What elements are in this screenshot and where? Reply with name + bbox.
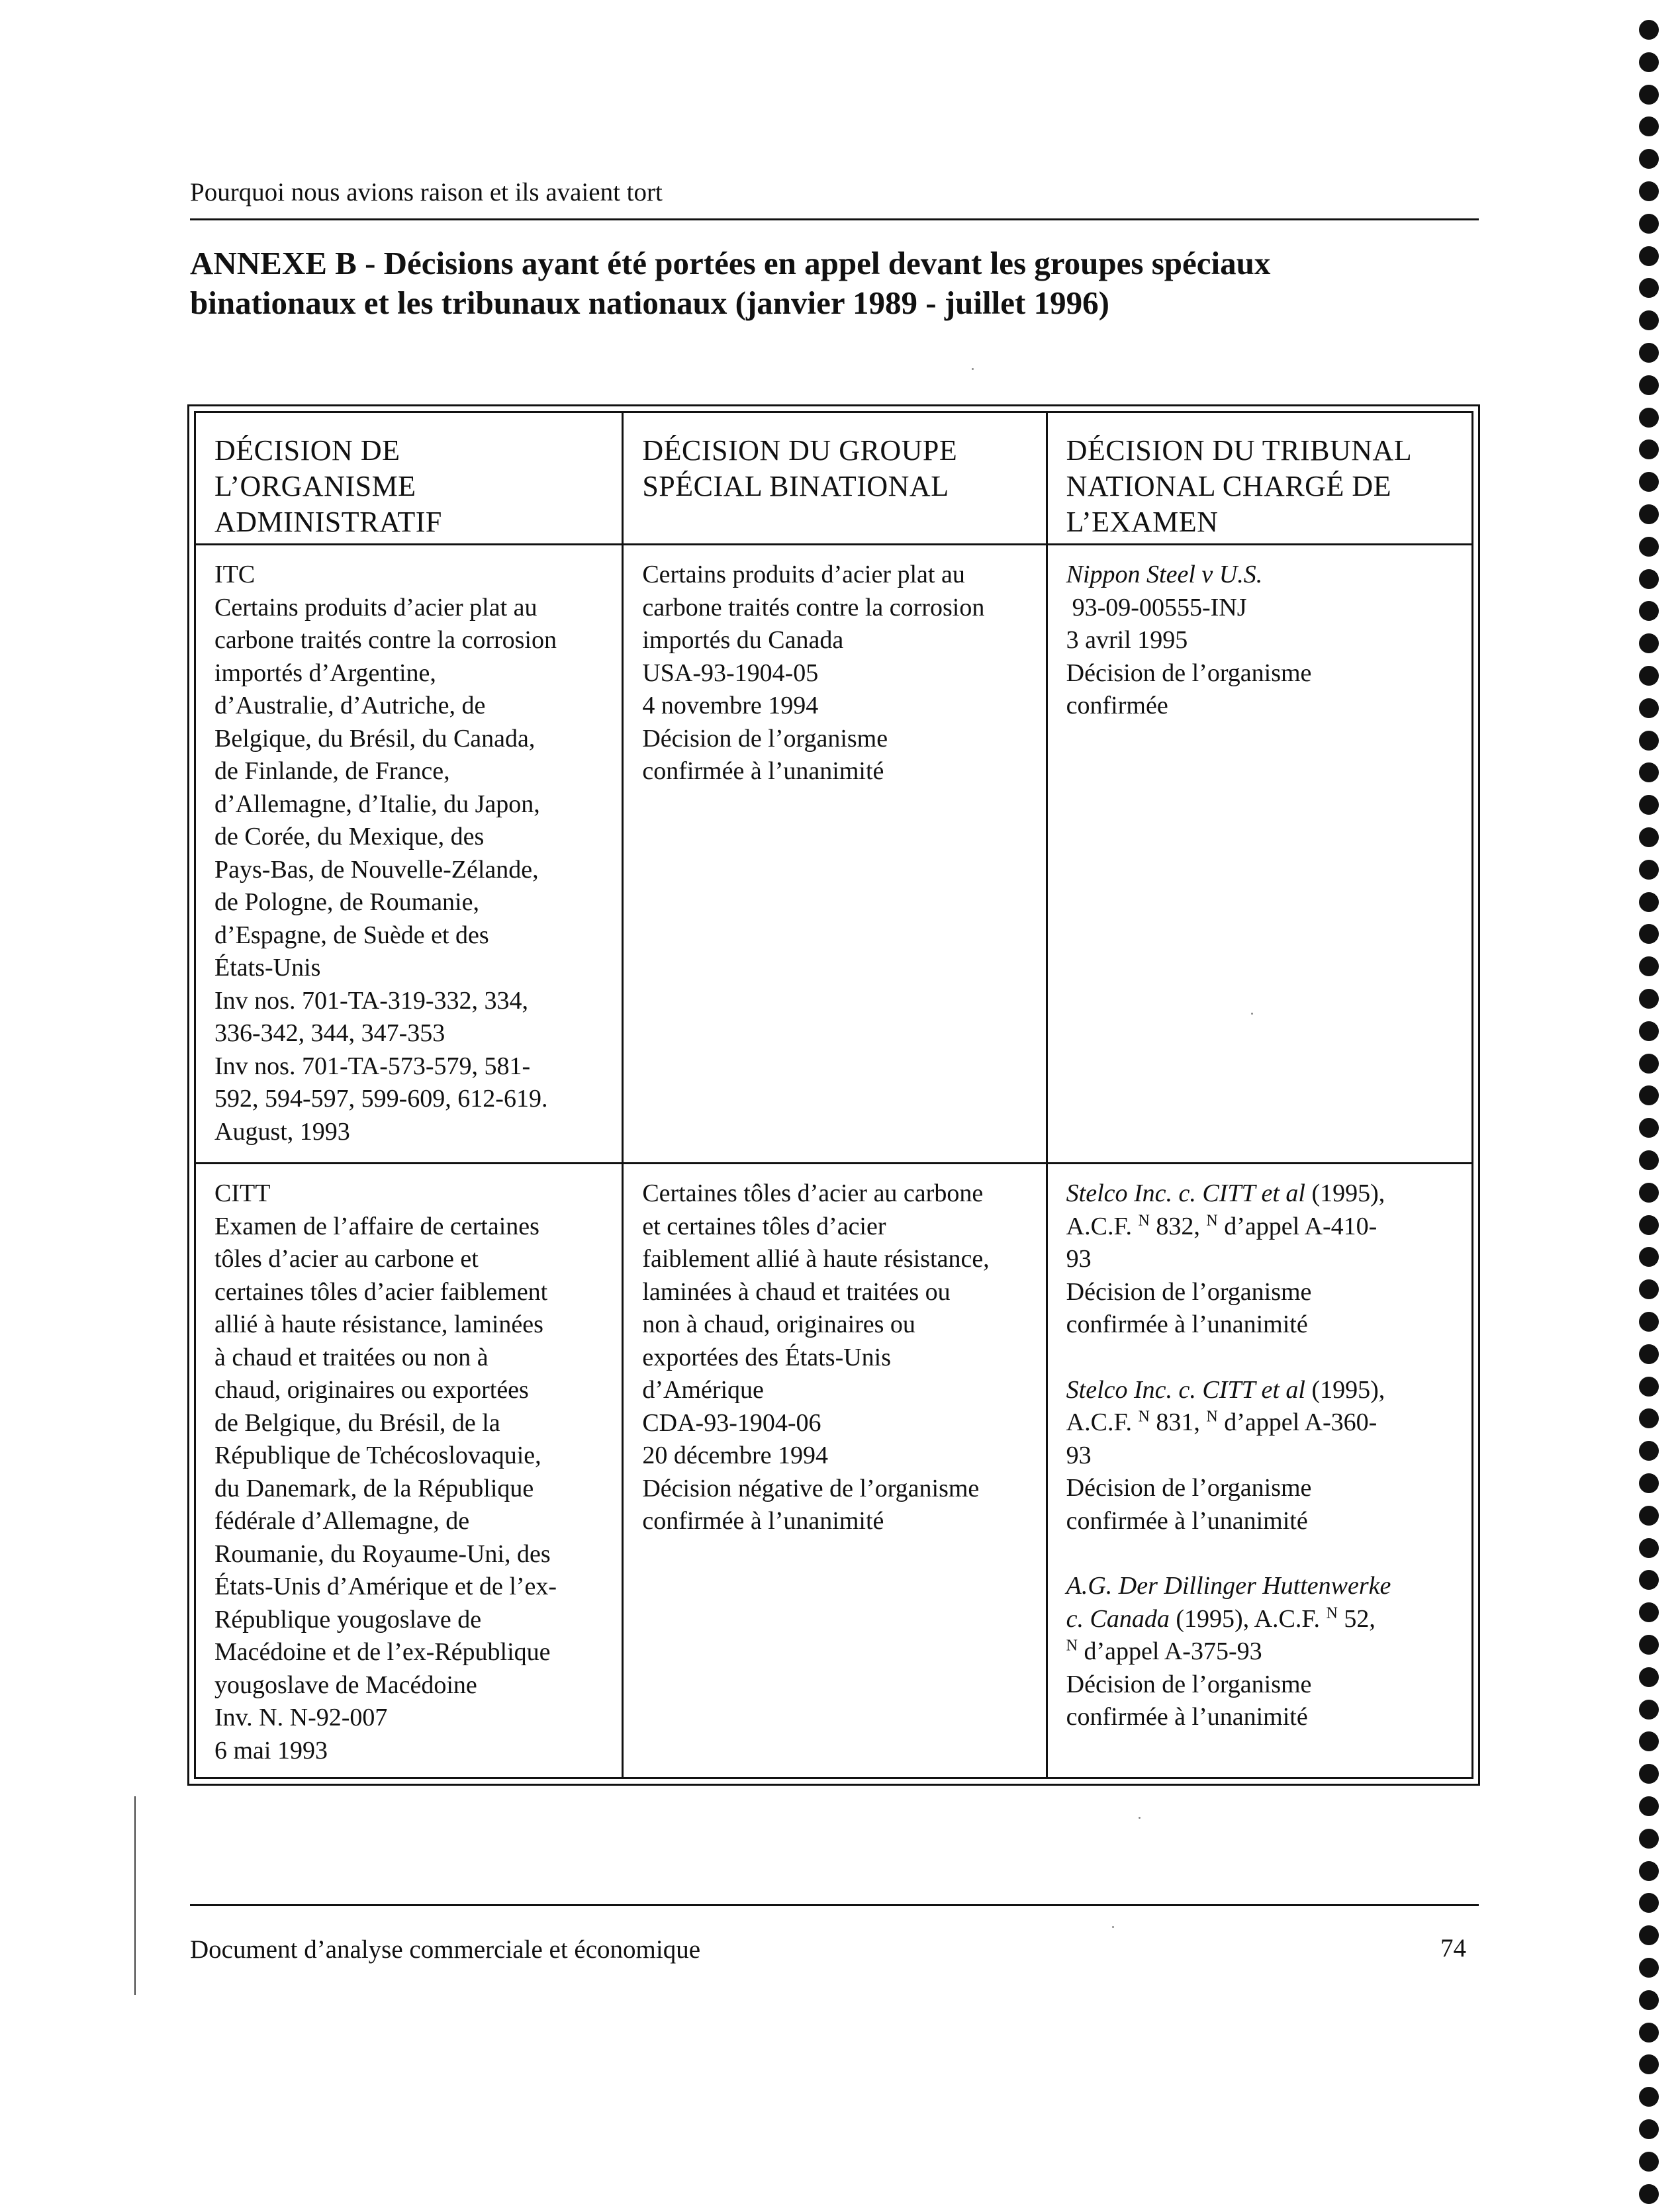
cell-line: États-Unis: [214, 954, 321, 982]
case-name: Stelco Inc. c. CITT et al: [1066, 1375, 1305, 1404]
binding-hole: [1639, 375, 1659, 395]
header-line: DÉCISION DU TRIBUNAL: [1066, 434, 1413, 467]
binding-hole: [1639, 569, 1659, 589]
table-row: [195, 545, 1473, 1164]
binding-hole: [1639, 827, 1659, 847]
case-name: c. Canada: [1066, 1604, 1170, 1633]
binding-hole: [1639, 956, 1659, 976]
binding-hole: [1639, 214, 1659, 234]
cell-line: confirmée à l’unanimité: [642, 757, 884, 785]
header-line: NATIONAL CHARGÉ DE: [1066, 470, 1391, 502]
cell-line: Décision de l’organisme: [1066, 659, 1312, 687]
annex-title-line-1: ANNEXE B - Décisions ayant été portées en appel devant les groupes spéciaux: [190, 245, 1271, 281]
cell-line: confirmée à l’unanimité: [1066, 1703, 1308, 1731]
binding-hole: [1639, 892, 1659, 912]
binding-hole: [1639, 731, 1659, 751]
cell-line: 93-09-00555-INJ: [1072, 593, 1247, 621]
cell-line: Certains produits d’acier plat au: [214, 593, 537, 621]
cell-line: 20 décembre 1994: [642, 1442, 829, 1469]
binding-hole: [1639, 1958, 1659, 1978]
binding-hole: [1639, 408, 1659, 428]
header-rule: [190, 218, 1479, 220]
binding-hole: [1639, 1085, 1659, 1105]
cell-line: 93: [1066, 1245, 1092, 1273]
ref-sup: N: [1138, 1211, 1150, 1229]
court-entry-3-reference: [1066, 1635, 1453, 1669]
table-header-row: [195, 412, 1473, 545]
cell-administrative-decision: [195, 545, 623, 1164]
binding-hole: [1639, 1473, 1659, 1493]
ref-part: 831,: [1149, 1408, 1207, 1436]
cell-line: République de Tchécoslovaquie,: [214, 1442, 541, 1469]
spacer: [1066, 1342, 1453, 1374]
cell-line: de Corée, du Mexique, des: [214, 823, 485, 850]
binding-hole: [1639, 1570, 1659, 1590]
binding-hole: [1639, 1344, 1659, 1364]
scan-speck: [1251, 1013, 1253, 1015]
binding-hole: [1639, 1408, 1659, 1428]
binding-hole: [1639, 2152, 1659, 2172]
binding-hole: [1639, 762, 1659, 782]
cell-line: CDA-93-1904-06: [642, 1408, 821, 1437]
ref-sup: N: [1206, 1211, 1218, 1229]
cell-line: 4 novembre 1994: [642, 692, 819, 719]
cell-line: importés du Canada: [642, 626, 844, 654]
annex-title: [190, 244, 1448, 323]
binding-hole: [1639, 2119, 1659, 2139]
binding-hole: [1639, 310, 1659, 330]
binding-hole: [1639, 149, 1659, 169]
cell-line: États-Unis d’Amérique et de l’ex-: [214, 1573, 557, 1600]
binding-hole: [1639, 2054, 1659, 2074]
cell-line: confirmée à l’unanimité: [642, 1507, 884, 1535]
cell-line: du Danemark, de la République: [214, 1474, 534, 1502]
cell-administrative-decision: [195, 1164, 623, 1778]
column-header-binational-panel: [623, 412, 1047, 545]
cell-line: exportées des États-Unis: [642, 1343, 892, 1371]
binding-hole: [1639, 1506, 1659, 1526]
header-line: L’ORGANISME: [214, 470, 416, 502]
binding-hole: [1639, 116, 1659, 136]
footer-rule: [190, 1904, 1479, 1906]
cell-line: carbone traités contre la corrosion: [214, 626, 557, 654]
binding-hole: [1639, 1764, 1659, 1784]
cell-line: allié à haute résistance, laminées: [214, 1310, 543, 1338]
cell-line: 6 mai 1993: [214, 1736, 328, 1765]
binding-hole: [1639, 85, 1659, 105]
cell-line: à chaud et traitées ou non à: [214, 1343, 489, 1371]
case-year: (1995),: [1305, 1375, 1385, 1404]
header-line: SPÉCIAL BINATIONAL: [642, 470, 949, 502]
cell-line: 3 avril 1995: [1066, 626, 1188, 654]
binding-hole: [1639, 1602, 1659, 1622]
cell-line: de Pologne, de Roumanie,: [214, 888, 479, 916]
cell-line: République yougoslave de: [214, 1605, 482, 1633]
binding-hole: [1639, 1893, 1659, 1913]
cell-line: de Belgique, du Brésil, de la: [214, 1408, 500, 1437]
cell-line: Pays-Bas, de Nouvelle-Zélande,: [214, 855, 539, 884]
cell-line: Décision de l’organisme: [1066, 1277, 1312, 1306]
header-line: DÉCISION DU GROUPE: [642, 434, 958, 467]
binding-hole: [1639, 924, 1659, 944]
binding-hole: [1639, 1829, 1659, 1849]
court-entry-3-citation: [1066, 1603, 1453, 1636]
binding-hole: [1639, 1990, 1659, 2010]
court-entry-1-reference: [1066, 1211, 1453, 1244]
binding-hole: [1639, 1441, 1659, 1461]
binding-hole: [1639, 860, 1659, 880]
binding-hole: [1639, 1925, 1659, 1945]
cell-line: certaines tôles d’acier faiblement: [214, 1277, 548, 1306]
ref-sup: N: [1138, 1408, 1150, 1426]
cell-line: carbone traités contre la corrosion: [642, 593, 985, 621]
cell-line: Décision de l’organisme: [1066, 1670, 1312, 1698]
cell-line: Examen de l’affaire de certaines: [214, 1212, 539, 1240]
ref-part: 832,: [1149, 1212, 1207, 1240]
binding-hole: [1639, 698, 1659, 718]
running-head: Pourquoi nous avions raison et ils avaient tort: [190, 178, 663, 207]
case-name: Nippon Steel v U.S.: [1066, 561, 1263, 588]
ref-part: A.C.F.: [1066, 1408, 1139, 1436]
binding-hole: [1639, 52, 1659, 72]
binding-hole: [1639, 1054, 1659, 1074]
binding-hole: [1639, 472, 1659, 492]
binding-hole: [1639, 439, 1659, 459]
binding-hole: [1639, 1247, 1659, 1267]
court-entry-2-reference: [1066, 1406, 1453, 1440]
scan-speck: [1139, 1817, 1141, 1819]
court-entry-2-citation: [1066, 1374, 1453, 1407]
binding-hole: [1639, 20, 1659, 40]
ref-part: 52,: [1337, 1604, 1376, 1633]
binding-hole: [1639, 2087, 1659, 2107]
page-number: 74: [1440, 1934, 1466, 1962]
cell-line: chaud, originaires ou exportées: [214, 1376, 529, 1404]
column-header-administrative: [195, 412, 623, 545]
cell-line: confirmée à l’unanimité: [1066, 1506, 1308, 1535]
binding-hole: [1639, 2023, 1659, 2043]
cell-line: 93: [1066, 1441, 1092, 1469]
binding-hole: [1639, 601, 1659, 621]
ref-sup: N: [1066, 1637, 1078, 1655]
header-line: DÉCISION DE: [214, 434, 400, 467]
footer-text: Document d’analyse commerciale et économique: [190, 1935, 701, 1964]
case-name: A.G. Der Dillinger Huttenwerke: [1066, 1572, 1391, 1600]
binding-hole: [1639, 1312, 1659, 1332]
binding-holes: [1639, 0, 1664, 2203]
table-row: [195, 1164, 1473, 1778]
binding-hole: [1639, 633, 1659, 653]
cell-line: USA-93-1904-05: [642, 659, 819, 687]
binding-hole: [1639, 1796, 1659, 1816]
scan-speck: [1112, 1926, 1114, 1928]
binding-hole: [1639, 1377, 1659, 1397]
cell-line: Inv nos. 701-TA-319-332, 334,: [214, 986, 529, 1015]
cell-line: Décision de l’organisme: [642, 724, 888, 753]
cell-line: d’Amérique: [642, 1376, 764, 1404]
binding-hole: [1639, 1279, 1659, 1299]
binding-hole: [1639, 2184, 1659, 2204]
binding-hole: [1639, 1538, 1659, 1558]
binding-hole: [1639, 246, 1659, 266]
binding-hole: [1639, 1021, 1659, 1041]
binding-hole: [1639, 1731, 1659, 1751]
cell-line: non à chaud, originaires ou: [642, 1310, 915, 1338]
cell-line: d’Australie, d’Autriche, de: [214, 692, 486, 719]
cell-line: August, 1993: [214, 1117, 350, 1146]
cell-line: Belgique, du Brésil, du Canada,: [214, 724, 536, 753]
binding-hole: [1639, 666, 1659, 686]
ref-part: d’appel A-360-: [1217, 1408, 1377, 1436]
ref-sup: N: [1326, 1604, 1338, 1622]
cell-court-decision: [1047, 1164, 1472, 1778]
cell-binational-decision: [623, 1164, 1047, 1778]
binding-hole: [1639, 1861, 1659, 1881]
column-header-review-court: [1047, 412, 1472, 545]
cell-line: faiblement allié à haute résistance,: [642, 1245, 990, 1273]
cell-line: 592, 594-597, 599-609, 612-619.: [214, 1085, 548, 1113]
court-entry-1-citation: [1066, 1177, 1453, 1211]
cell-binational-decision: [623, 545, 1047, 1164]
cell-line: yougoslave de Macédoine: [214, 1671, 477, 1699]
scan-speck: [972, 368, 974, 370]
cell-line: Inv nos. 701-TA-573-579, 581-: [214, 1052, 531, 1080]
ref-sup: N: [1206, 1408, 1218, 1426]
binding-hole: [1639, 504, 1659, 524]
cell-line: Décision négative de l’organisme: [642, 1474, 980, 1502]
cell-line: tôles d’acier au carbone et: [214, 1245, 479, 1273]
cell-line: confirmée à l’unanimité: [1066, 1310, 1308, 1338]
decisions-table: [194, 411, 1473, 1779]
cell-line: de Finlande, de France,: [214, 757, 450, 785]
binding-hole: [1639, 1215, 1659, 1235]
cell-line: ITC: [214, 561, 256, 588]
cell-line: et certaines tôles d’acier: [642, 1212, 886, 1240]
header-line: L’EXAMEN: [1066, 506, 1219, 538]
cell-line: d’Allemagne, d’Italie, du Japon,: [214, 790, 540, 818]
binding-hole: [1639, 1183, 1659, 1203]
binding-hole: [1639, 181, 1659, 201]
margin-mark: [134, 1796, 136, 1995]
binding-hole: [1639, 1667, 1659, 1687]
cell-line: Certains produits d’acier plat au: [642, 561, 965, 588]
header-line: ADMINISTRATIF: [214, 506, 442, 538]
cell-line: d’Espagne, de Suède et des: [214, 921, 489, 949]
binding-hole: [1639, 1118, 1659, 1138]
cell-line: CITT: [214, 1179, 271, 1207]
cell-line: Certaines tôles d’acier au carbone: [642, 1179, 984, 1207]
cell-line: Roumanie, du Royaume-Uni, des: [214, 1539, 551, 1568]
cell-line: fédérale d’Allemagne, de: [214, 1507, 470, 1535]
cell-line: confirmée: [1066, 692, 1168, 719]
case-name: Stelco Inc. c. CITT et al: [1066, 1179, 1305, 1207]
ref-part: A.C.F.: [1066, 1212, 1139, 1240]
binding-hole: [1639, 537, 1659, 557]
decisions-table-frame: [187, 404, 1480, 1786]
binding-hole: [1639, 1635, 1659, 1655]
cell-line: Décision de l’organisme: [1066, 1474, 1312, 1502]
cell-court-decision: [1047, 545, 1472, 1164]
cell-line: importés d’Argentine,: [214, 659, 436, 687]
binding-hole: [1639, 1150, 1659, 1170]
ref-part: d’appel A-410-: [1217, 1212, 1377, 1240]
ref-part: (1995), A.C.F.: [1169, 1604, 1327, 1633]
binding-hole: [1639, 343, 1659, 363]
cell-line: laminées à chaud et traitées ou: [642, 1277, 951, 1306]
binding-hole: [1639, 1700, 1659, 1720]
binding-hole: [1639, 989, 1659, 1009]
ref-part: d’appel A-375-93: [1078, 1637, 1262, 1665]
cell-line: 336-342, 344, 347-353: [214, 1019, 445, 1047]
binding-hole: [1639, 278, 1659, 298]
spacer: [1066, 1538, 1453, 1570]
binding-hole: [1639, 795, 1659, 815]
annex-title-line-2: binationaux et les tribunaux nationaux (janvier 1989 - juillet 1996): [190, 285, 1109, 321]
cell-line: Macédoine et de l’ex-République: [214, 1638, 551, 1666]
cell-line: Inv. N. N-92-007: [214, 1704, 388, 1731]
case-year: (1995),: [1305, 1179, 1385, 1207]
